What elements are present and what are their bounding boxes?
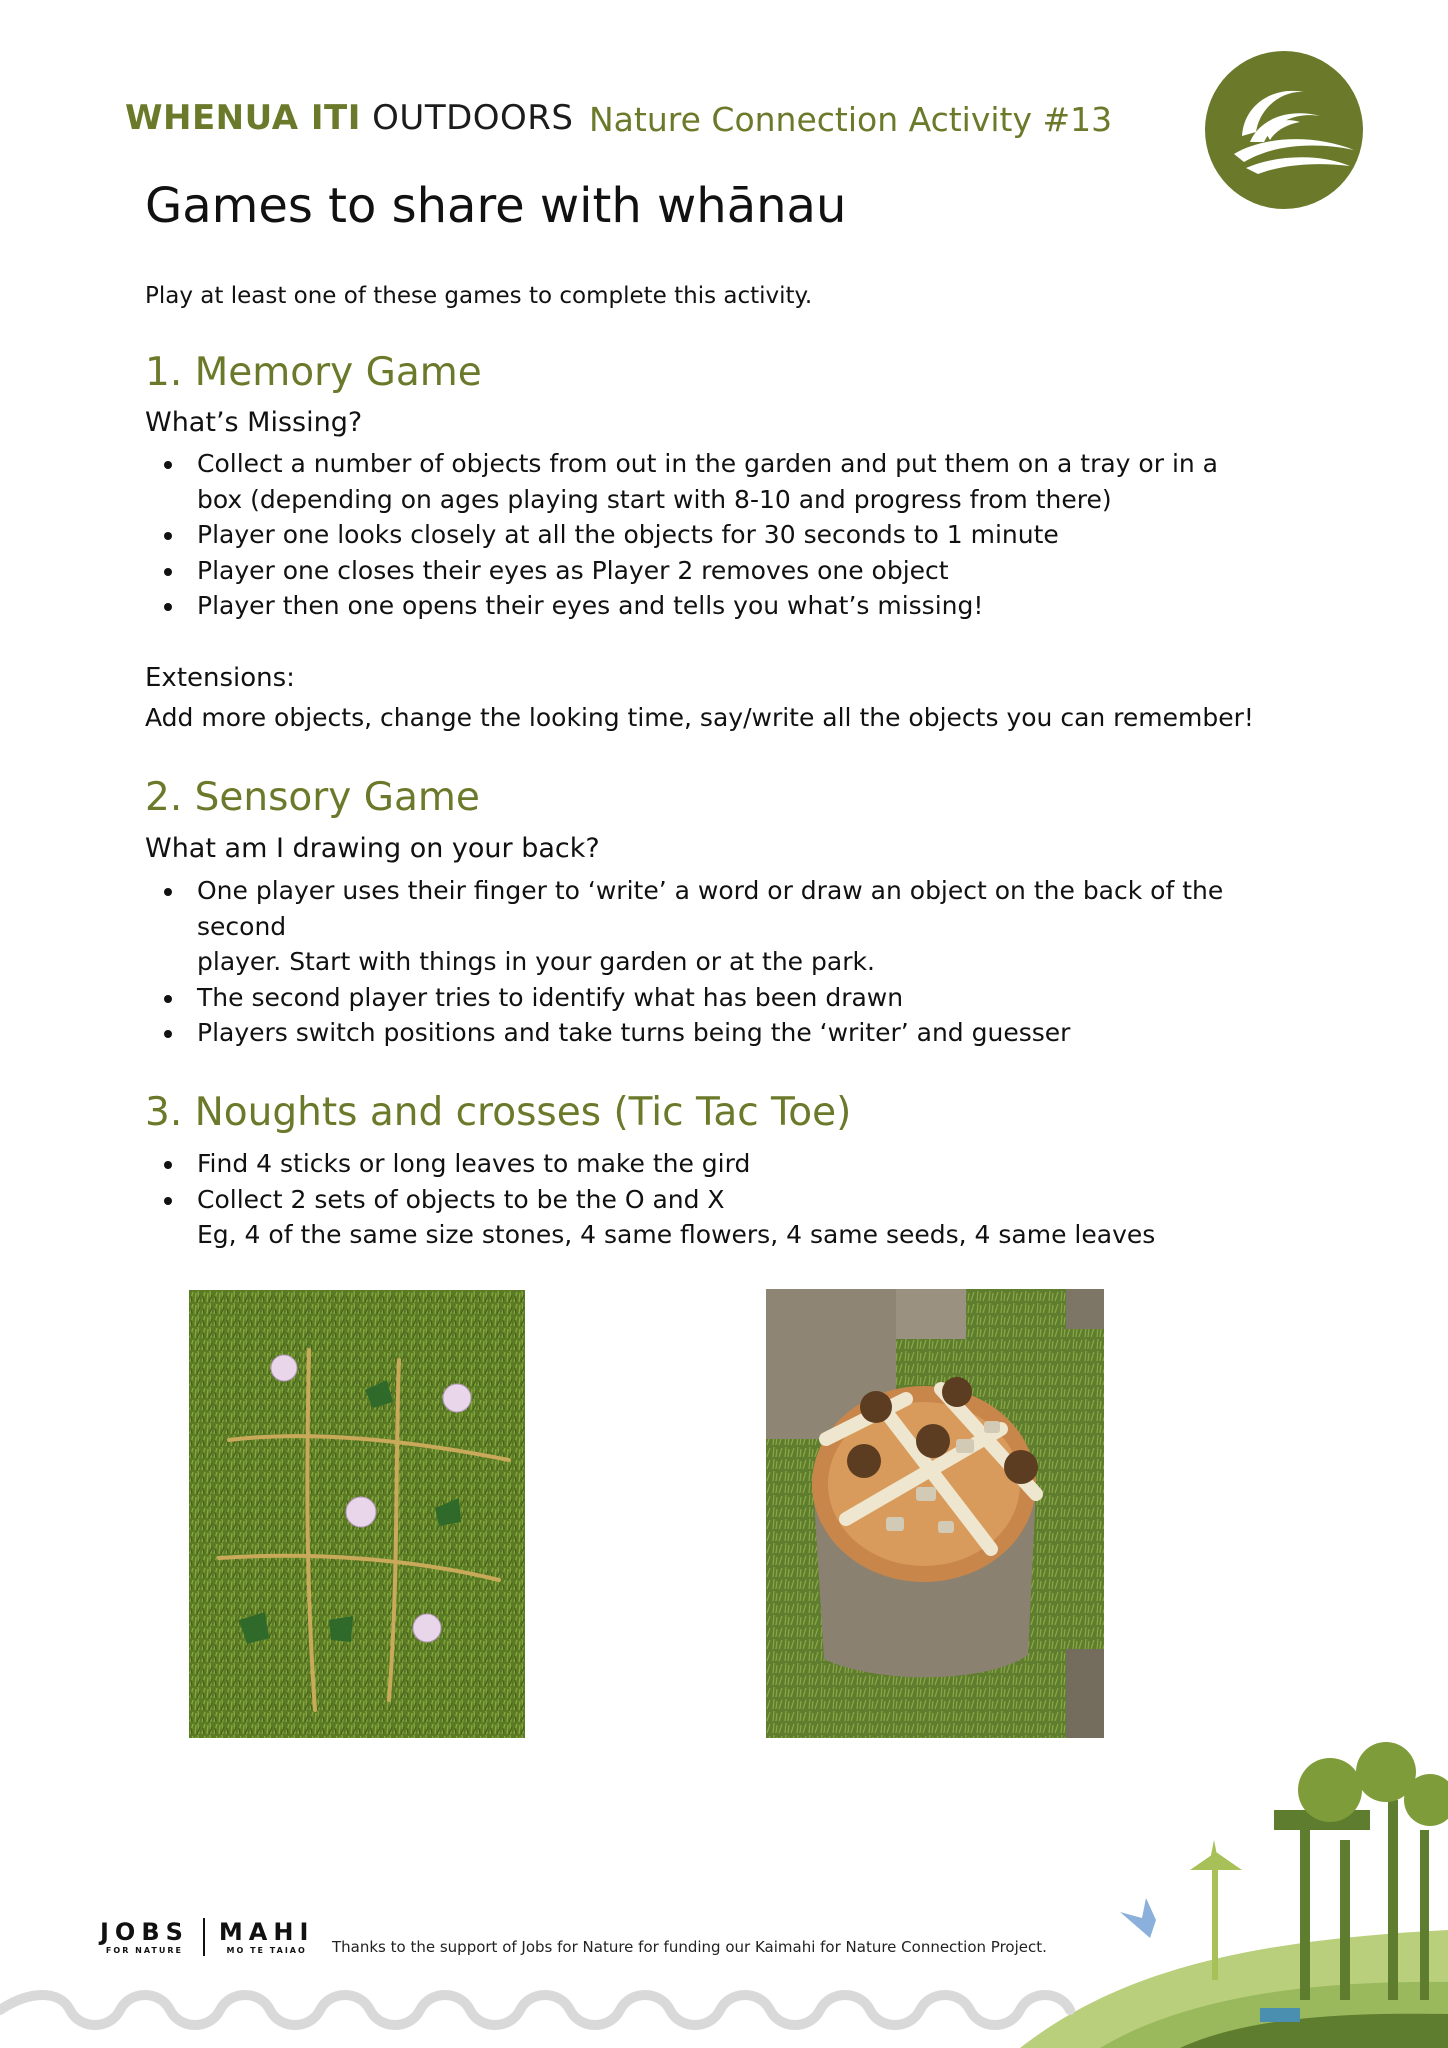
list-item: Players switch positions and take turns being the ‘writer’ and guesser <box>145 1015 1295 1051</box>
activity-label: Nature Connection Activity #13 <box>589 100 1113 139</box>
list-item: Player then one opens their eyes and tells you what’s missing! <box>145 588 1295 624</box>
page-title: Games to share with whānau <box>145 178 847 234</box>
brand-wordmark <box>125 98 574 138</box>
mahi-text: MAHI <box>218 1918 315 1946</box>
list-item: Collect a number of objects from out in the garden and put them on a tray or in a box (depending on ages playing start with 8-10 and progress from there) <box>145 446 1295 517</box>
footer-thanks: Thanks to the support of Jobs for Nature for funding our Kaimahi for Nature Connection Project. <box>332 1938 1047 1956</box>
section-heading-memory-game: 1. Memory Game <box>145 350 482 395</box>
list-item: One player uses their finger to ‘write’ a word or draw an object on the back of the second player. Start with things in your garden or at the park. <box>145 873 1295 980</box>
intro-text: Play at least one of these games to complete this activity. <box>145 283 813 309</box>
memory-game-list <box>145 446 1295 624</box>
landscape-border <box>0 1730 1448 2048</box>
list-item: Collect 2 sets of objects to be the O and X Eg, 4 of the same size stones, 4 same flowers, 4 same seeds, 4 same leaves <box>145 1182 1295 1253</box>
jobs-for-nature-logo <box>100 1918 314 1956</box>
photo-stump-tic-tac-toe <box>766 1289 1104 1738</box>
jobs-sub-text: FOR NATURE <box>105 1946 183 1955</box>
list-item: Find 4 sticks or long leaves to make the gird <box>145 1146 1295 1182</box>
wave-circle-logo <box>1204 50 1364 210</box>
logo-divider <box>203 1918 205 1956</box>
list-item: The second player tries to identify what has been drawn <box>145 980 1295 1016</box>
noughts-crosses-list <box>145 1146 1295 1253</box>
sensory-game-list <box>145 873 1295 1051</box>
extensions-label: Extensions: <box>145 663 295 693</box>
photo-grass-tic-tac-toe <box>189 1290 525 1738</box>
list-item: Player one looks closely at all the objects for 30 seconds to 1 minute <box>145 517 1295 553</box>
jobs-text: JOBS <box>100 1918 189 1946</box>
extensions-text: Add more objects, change the looking time, say/write all the objects you can remember! <box>145 703 1254 732</box>
section-heading-noughts-crosses: 3. Noughts and crosses (Tic Tac Toe) <box>145 1090 852 1135</box>
section-heading-sensory-game: 2. Sensory Game <box>145 775 480 820</box>
mahi-sub-text: MO TE TAIAO <box>226 1946 307 1955</box>
brand-name-part2: OUTDOORS <box>372 98 574 138</box>
section-subheading-whats-missing: What’s Missing? <box>145 407 363 438</box>
list-item: Player one closes their eyes as Player 2 removes one object <box>145 553 1295 589</box>
bird-icon <box>1120 1898 1156 1938</box>
brand-name-part1: WHENUA ITI <box>125 98 361 138</box>
section-subheading-drawing: What am I drawing on your back? <box>145 833 600 864</box>
